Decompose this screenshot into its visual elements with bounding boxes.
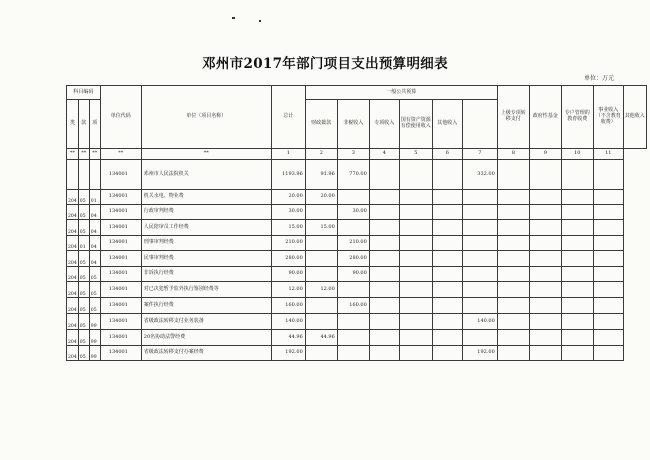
table-row: [67, 190, 647, 205]
total-header: 总计: [271, 86, 305, 149]
unit-code-cell: 134001: [100, 251, 141, 267]
item-cell: [89, 160, 100, 190]
education-fee-cell: [529, 267, 561, 282]
special-income-cell: [369, 314, 399, 330]
unit-code-cell: 134001: [100, 160, 141, 190]
state-asset-income-cell: [399, 298, 432, 314]
nontax-income-cell: [337, 314, 369, 330]
enterprise-income-cell: [561, 205, 593, 220]
marker-cell: **: [78, 149, 89, 160]
section-cell: [78, 160, 89, 190]
class-cell: 204: [67, 267, 79, 282]
special-income-cell: [369, 160, 399, 190]
state-asset-income-cell: [399, 282, 432, 298]
education-fee-cell: [529, 314, 561, 330]
special-income-cell: [369, 205, 399, 220]
state-asset-income-cell: [399, 160, 432, 190]
education-fee-cell: [529, 251, 561, 267]
section-cell: 05: [78, 298, 89, 314]
nontax-income-cell: 30.00: [337, 205, 369, 220]
marker-cell: 6: [432, 149, 462, 160]
item-cell: 99: [89, 330, 100, 346]
class-cell: 204: [67, 190, 79, 205]
unit-code-cell: 134001: [100, 220, 141, 236]
unit-name-header: 单位（项目名称）: [141, 86, 271, 149]
govfund-cell: [497, 330, 529, 346]
class-cell: 204: [67, 251, 79, 267]
section-cell: 05: [78, 267, 89, 282]
nontax-income-cell: [337, 190, 369, 205]
other-income-1-cell: [432, 330, 462, 346]
unit-name-cell: 民事审判经费: [141, 251, 271, 267]
fiscal-allocation-cell: 15.00: [305, 220, 337, 236]
unit-code-header: 单位代码: [100, 86, 141, 149]
other-income-1-cell: [432, 251, 462, 267]
unit-code-cell: 134001: [100, 267, 141, 282]
unit-code-cell: 134001: [100, 330, 141, 346]
enterprise-income-cell: [561, 330, 593, 346]
nontax-income-cell: 770.00: [337, 160, 369, 190]
unit-name-cell: 机关水电、物业费: [141, 190, 271, 205]
education-fee-cell: [529, 282, 561, 298]
education-fee-header: 专户管理的教育收费: [561, 86, 593, 149]
unit-label: 单位：万元: [583, 75, 614, 82]
unit-code-cell: 134001: [100, 346, 141, 361]
class-cell: 204: [67, 205, 79, 220]
total-cell: 20.00: [271, 190, 305, 205]
other-income-2-cell: [593, 205, 623, 220]
section-cell: 05: [78, 190, 89, 205]
class-cell: 204: [67, 346, 79, 361]
fiscal-allocation-cell: [305, 251, 337, 267]
other-income-2-cell: [593, 220, 623, 236]
state-asset-income-cell: [399, 251, 432, 267]
unit-code-cell: 134001: [100, 205, 141, 220]
total-cell: 1193.96: [271, 160, 305, 190]
nontax-income-cell: [337, 330, 369, 346]
other-income-2-cell: [593, 346, 623, 361]
govfund-cell: [497, 298, 529, 314]
total-cell: 90.00: [271, 267, 305, 282]
class-cell: [67, 160, 79, 190]
table-row: [67, 330, 647, 346]
education-fee-cell: [529, 160, 561, 190]
fiscal-allocation-cell: 20.00: [305, 190, 337, 205]
special-income-header: 专项收入: [369, 100, 399, 149]
transfer-payment-cell: 332.00: [462, 160, 497, 190]
marker-cell: 5: [399, 149, 432, 160]
enterprise-income-cell: [561, 346, 593, 361]
enterprise-income-cell: [561, 236, 593, 251]
other-income-1-cell: [432, 346, 462, 361]
enterprise-income-cell: [561, 160, 593, 190]
unit-code-cell: 134001: [100, 236, 141, 251]
enterprise-income-cell: [561, 190, 593, 205]
other-income-1-cell: [432, 205, 462, 220]
marker-cell: 3: [337, 149, 369, 160]
govfund-cell: [497, 251, 529, 267]
fiscal-allocation-cell: 44.96: [305, 330, 337, 346]
other-income-2-cell: [593, 314, 623, 330]
class-cell: 204: [67, 298, 79, 314]
class-cell: 204: [67, 282, 79, 298]
transfer-payment-header: 上级专项转移支付: [497, 86, 529, 149]
section-cell: 05: [78, 282, 89, 298]
enterprise-income-header: 事业收入（不含教育收费）: [593, 86, 623, 149]
state-asset-income-cell: [399, 236, 432, 251]
other-income-1-cell: [432, 220, 462, 236]
scan-speck: [259, 20, 261, 22]
table-row: [67, 314, 647, 330]
transfer-payment-cell: [462, 298, 497, 314]
fiscal-allocation-cell: [305, 205, 337, 220]
other-income-2-cell: [593, 282, 623, 298]
transfer-payment-cell: [462, 251, 497, 267]
nontax-income-cell: 160.00: [337, 298, 369, 314]
transfer-payment-cell: [462, 236, 497, 251]
class-cell: 204: [67, 236, 79, 251]
other-income-2-header: 其他收入: [623, 86, 646, 149]
marker-cell: 1: [271, 149, 305, 160]
class-cell: 204: [67, 314, 79, 330]
item-cell: 04: [89, 220, 100, 236]
marker-cell: 8: [497, 149, 529, 160]
transfer-payment-cell: 192.00: [462, 346, 497, 361]
special-income-cell: [369, 220, 399, 236]
fiscal-allocation-header: 财政拨款: [305, 100, 337, 149]
unit-code-cell: 134001: [100, 314, 141, 330]
other-income-1-cell: [432, 314, 462, 330]
govfund-cell: [497, 267, 529, 282]
total-cell: 280.00: [271, 251, 305, 267]
other-income-2-cell: [593, 267, 623, 282]
state-asset-income-cell: [399, 346, 432, 361]
unit-name-cell: 对已决犯暂予监外执行鉴别经费等: [141, 282, 271, 298]
total-cell: 140.00: [271, 314, 305, 330]
education-fee-cell: [529, 190, 561, 205]
class-cell: 204: [67, 220, 79, 236]
enterprise-income-cell: [561, 282, 593, 298]
other-income-1-cell: [432, 160, 462, 190]
marker-cell: 7: [462, 149, 497, 160]
unit-name-cell: 省级政法转移支付办案经费: [141, 346, 271, 361]
state-asset-income-cell: [399, 205, 432, 220]
other-income-1-cell: [432, 282, 462, 298]
item-cell: 04: [89, 205, 100, 220]
unit-code-cell: 134001: [100, 298, 141, 314]
transfer-payment-cell: [462, 220, 497, 236]
special-income-cell: [369, 346, 399, 361]
section-cell: 05: [78, 330, 89, 346]
unit-name-cell: 刑事审判经费: [141, 236, 271, 251]
table-row: [67, 251, 647, 267]
state-asset-income-cell: [399, 190, 432, 205]
item-cell: 99: [89, 314, 100, 330]
special-income-cell: [369, 267, 399, 282]
state-asset-income-cell: [399, 314, 432, 330]
education-fee-cell: [529, 236, 561, 251]
total-cell: 15.00: [271, 220, 305, 236]
section-header: 款: [78, 100, 89, 149]
marker-cell: **: [89, 149, 100, 160]
fiscal-allocation-cell: 12.00: [305, 282, 337, 298]
total-cell: 160.00: [271, 298, 305, 314]
marker-cell: **: [141, 149, 271, 160]
nontax-income-cell: 280.00: [337, 251, 369, 267]
total-cell: 30.00: [271, 205, 305, 220]
govfund-header: 政府性基金: [529, 86, 561, 149]
other-income-1-cell: [432, 236, 462, 251]
other-income-1-header: 其他收入: [432, 100, 462, 149]
table-row: [67, 205, 647, 220]
unit-code-cell: 134001: [100, 190, 141, 205]
marker-row: [67, 149, 647, 160]
item-cell: 01: [89, 190, 100, 205]
fiscal-allocation-cell: 91.96: [305, 160, 337, 190]
special-income-cell: [369, 236, 399, 251]
item-header: 项: [89, 100, 100, 149]
item-cell: 99: [89, 346, 100, 361]
nontax-income-cell: 90.00: [337, 267, 369, 282]
govfund-cell: [497, 205, 529, 220]
section-cell: 05: [78, 314, 89, 330]
education-fee-cell: [529, 346, 561, 361]
special-income-cell: [369, 251, 399, 267]
table-row: [67, 267, 647, 282]
nontax-income-cell: [337, 282, 369, 298]
govfund-cell: [497, 236, 529, 251]
section-cell: 05: [78, 251, 89, 267]
govfund-cell: [497, 282, 529, 298]
marker-cell: **: [100, 149, 141, 160]
fiscal-allocation-cell: [305, 236, 337, 251]
enterprise-income-cell: [561, 298, 593, 314]
scan-speck: [232, 17, 235, 19]
state-asset-income-cell: [399, 330, 432, 346]
table-row: [67, 236, 647, 251]
education-fee-cell: [529, 298, 561, 314]
enterprise-income-cell: [561, 220, 593, 236]
page-title: 邓州市2017年部门项目支出预算明细表: [202, 56, 448, 72]
education-fee-cell: [529, 220, 561, 236]
unit-name-cell: 人民陪审员工作经费: [141, 220, 271, 236]
govfund-cell: [497, 346, 529, 361]
marker-cell: **: [67, 149, 79, 160]
unit-name-cell: 案件执行经费: [141, 298, 271, 314]
class-cell: 204: [67, 330, 79, 346]
special-income-cell: [369, 330, 399, 346]
total-cell: 210.00: [271, 236, 305, 251]
other-income-1-cell: [432, 190, 462, 205]
total-cell: 12.00: [271, 282, 305, 298]
state-asset-income-cell: [399, 267, 432, 282]
total-cell: 44.96: [271, 330, 305, 346]
section-cell: 01: [78, 236, 89, 251]
education-fee-cell: [529, 205, 561, 220]
table-row: [67, 282, 647, 298]
transfer-payment-cell: [462, 190, 497, 205]
other-income-2-cell: [593, 298, 623, 314]
table-row: [67, 160, 647, 190]
section-cell: 05: [78, 346, 89, 361]
other-income-2-cell: [593, 160, 623, 190]
govfund-cell: [497, 190, 529, 205]
table-row: [67, 298, 647, 314]
item-cell: 05: [89, 267, 100, 282]
fiscal-allocation-cell: [305, 314, 337, 330]
fiscal-allocation-cell: [305, 346, 337, 361]
section-cell: 05: [78, 220, 89, 236]
general-budget-header: 一般公共预算: [305, 86, 497, 100]
nontax-income-header: 非税收入: [337, 100, 369, 149]
other-income-2-cell: [593, 236, 623, 251]
nontax-income-cell: [337, 220, 369, 236]
special-income-cell: [369, 282, 399, 298]
transfer-payment-cell: [462, 267, 497, 282]
header-row: [67, 86, 647, 100]
other-income-2-cell: [593, 330, 623, 346]
unit-name-cell: 省级政法转移支付业务装备: [141, 314, 271, 330]
marker-cell: 2: [305, 149, 337, 160]
table-row: [67, 220, 647, 236]
nontax-income-cell: 210.00: [337, 236, 369, 251]
govfund-cell: [497, 160, 529, 190]
budget-table: [66, 85, 647, 361]
enterprise-income-cell: [561, 314, 593, 330]
marker-cell: 4: [369, 149, 399, 160]
unit-name-cell: 20名协助法警经费: [141, 330, 271, 346]
subject-code-header: 科目编码: [67, 86, 101, 100]
other-income-1-cell: [432, 298, 462, 314]
total-cell: 192.00: [271, 346, 305, 361]
enterprise-income-cell: [561, 267, 593, 282]
item-cell: 04: [89, 236, 100, 251]
state-asset-income-cell: [399, 220, 432, 236]
state-asset-income-header: 国有资产资源有偿使用收入: [399, 100, 432, 149]
unit-code-cell: 134001: [100, 282, 141, 298]
fiscal-allocation-cell: [305, 267, 337, 282]
transfer-payment-cell: [462, 330, 497, 346]
marker-cell: 10: [561, 149, 593, 160]
item-cell: 05: [89, 282, 100, 298]
item-cell: 04: [89, 251, 100, 267]
transfer-payment-cell: 140.00: [462, 314, 497, 330]
govfund-cell: [497, 314, 529, 330]
item-cell: 05: [89, 298, 100, 314]
govfund-cell: [497, 220, 529, 236]
marker-cell: 11: [593, 149, 623, 160]
nontax-income-cell: [337, 346, 369, 361]
marker-cell: 9: [529, 149, 561, 160]
class-header: 类: [67, 100, 79, 149]
education-fee-cell: [529, 330, 561, 346]
transfer-payment-cell: [462, 282, 497, 298]
other-income-1-cell: [432, 267, 462, 282]
table-row: [67, 346, 647, 361]
unit-name-cell: 非诉执行经费: [141, 267, 271, 282]
enterprise-income-cell: [561, 251, 593, 267]
special-income-cell: [369, 190, 399, 205]
transfer-payment-cell: [462, 205, 497, 220]
section-cell: 05: [78, 205, 89, 220]
other-income-2-cell: [593, 251, 623, 267]
other-income-2-cell: [593, 190, 623, 205]
special-income-cell: [369, 298, 399, 314]
unit-name-cell: 行政审判经费: [141, 205, 271, 220]
fiscal-allocation-cell: [305, 298, 337, 314]
unit-name-cell: 邓州市人民法院机关: [141, 160, 271, 190]
